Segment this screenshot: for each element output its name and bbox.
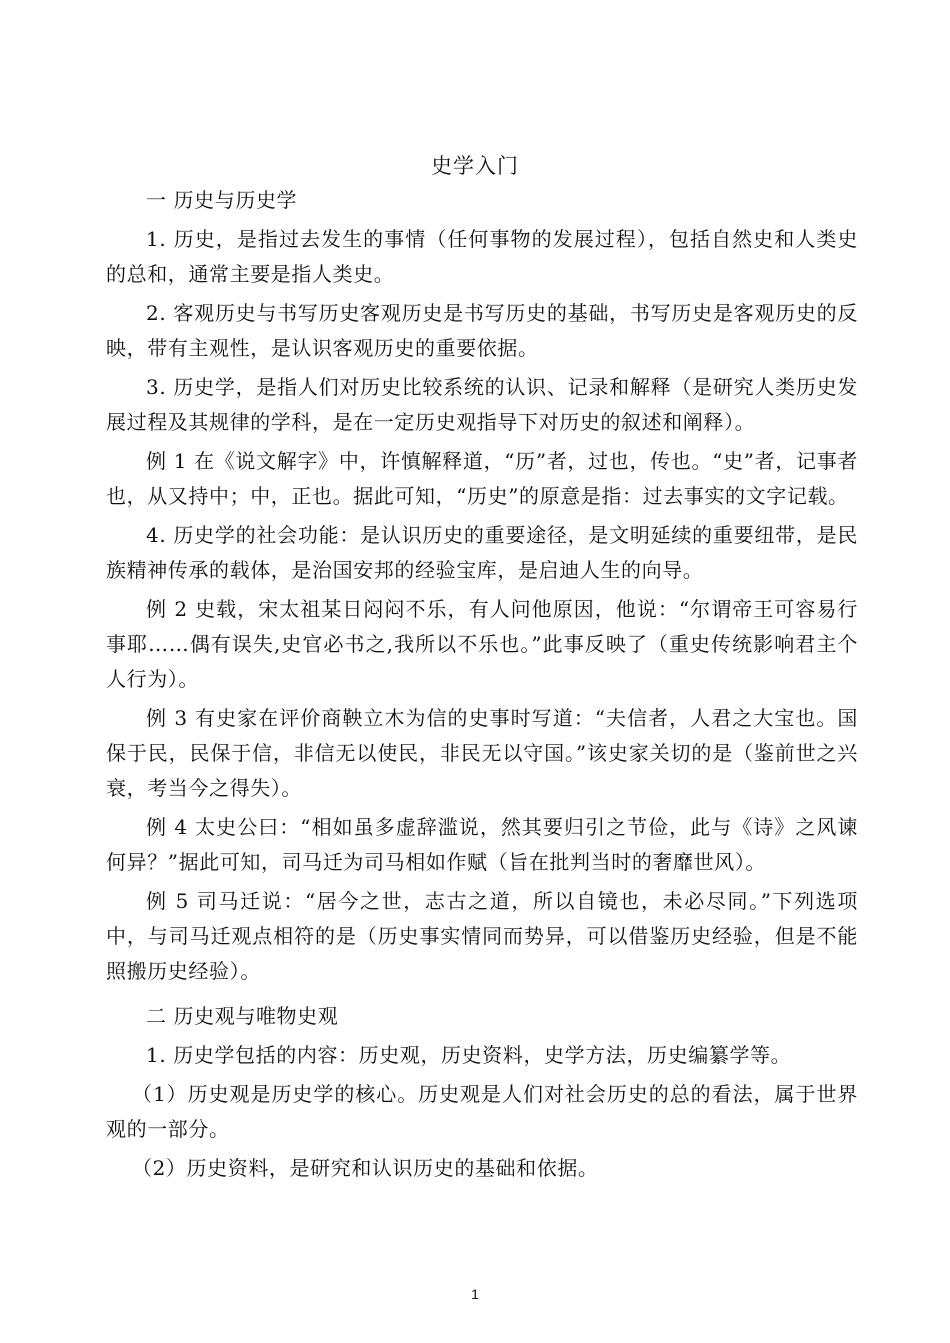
paragraph-objective-written-history: 2. 客观历史与书写历史客观历史是书写历史的基础，书写历史是客观历史的反映，带有主观性，是认识客观历史的重要依据。 [106, 301, 858, 360]
document-body [106, 183, 858, 1186]
example-5: 例 5 司马迁说：“居今之世，志古之道，所以自镜也，未必尽同。”下列选项中，与司马迁观点相符的是（历史事实情同而势异，可以借鉴历史经验，但是不能照搬历史经验）。 [106, 889, 858, 983]
example-2: 例 2 史载，宋太祖某日闷闷不乐，有人问他原因，他说：“尔谓帝王可容易行事耶……偶有误失,史官必书之,我所以不乐也。”此事反映了（重史传统影响君主个人行为）。 [106, 597, 858, 691]
example-3: 例 3 有史家在评价商鞅立木为信的史事时写道：“夫信者，人君之大宝也。国保于民，民保于信，非信无以使民，非民无以守国。”该史家关切的是（鉴前世之兴衰，考当今之得失）。 [106, 706, 858, 800]
paragraph-social-function: 4. 历史学的社会功能：是认识历史的重要途径，是文明延续的重要纽带，是民族精神传承的载体，是治国安邦的经验宝库，是启迪人生的向导。 [106, 523, 858, 582]
paragraph-historical-materials: （2）历史资料，是研究和认识历史的基础和依据。 [132, 1156, 599, 1180]
paragraph-historical-view: （1）历史观是历史学的核心。历史观是人们对社会历史的总的看法，属于世界观的一部分。 [106, 1082, 858, 1141]
example-4: 例 4 太史公曰：“相如虽多虚辞滥说，然其要归引之节俭，此与《诗》之风谏何异？”据此可知，司马迁为司马相如作赋（旨在批判当时的奢靡世风）。 [106, 815, 858, 874]
page-number: 1 [471, 1286, 479, 1302]
page-title: 史学入门 [431, 154, 519, 178]
section-heading-2: 二 历史观与唯物史观 [146, 1004, 339, 1028]
section-heading-1: 一 历史与历史学 [146, 188, 298, 212]
paragraph-historiography: 3. 历史学，是指人们对历史比较系统的认识、记录和解释（是研究人类历史发展过程及其规律的学科，是在一定历史观指导下对历史的叙述和阐释）。 [106, 375, 858, 434]
paragraph-content-of-historiography: 1. 历史学包括的内容：历史观，历史资料，史学方法，历史编纂学等。 [146, 1043, 792, 1067]
example-1: 例 1 在《说文解字》中，许慎解释道，“历”者，过也，传也。“史”者，记事者也，从又持中；中，正也。据此可知，“历史”的原意是指：过去事实的文字记载。 [106, 449, 858, 508]
paragraph-definition-history: 1. 历史，是指过去发生的事情（任何事物的发展过程），包括自然史和人类史的总和，通常主要是指人类史。 [106, 227, 858, 286]
